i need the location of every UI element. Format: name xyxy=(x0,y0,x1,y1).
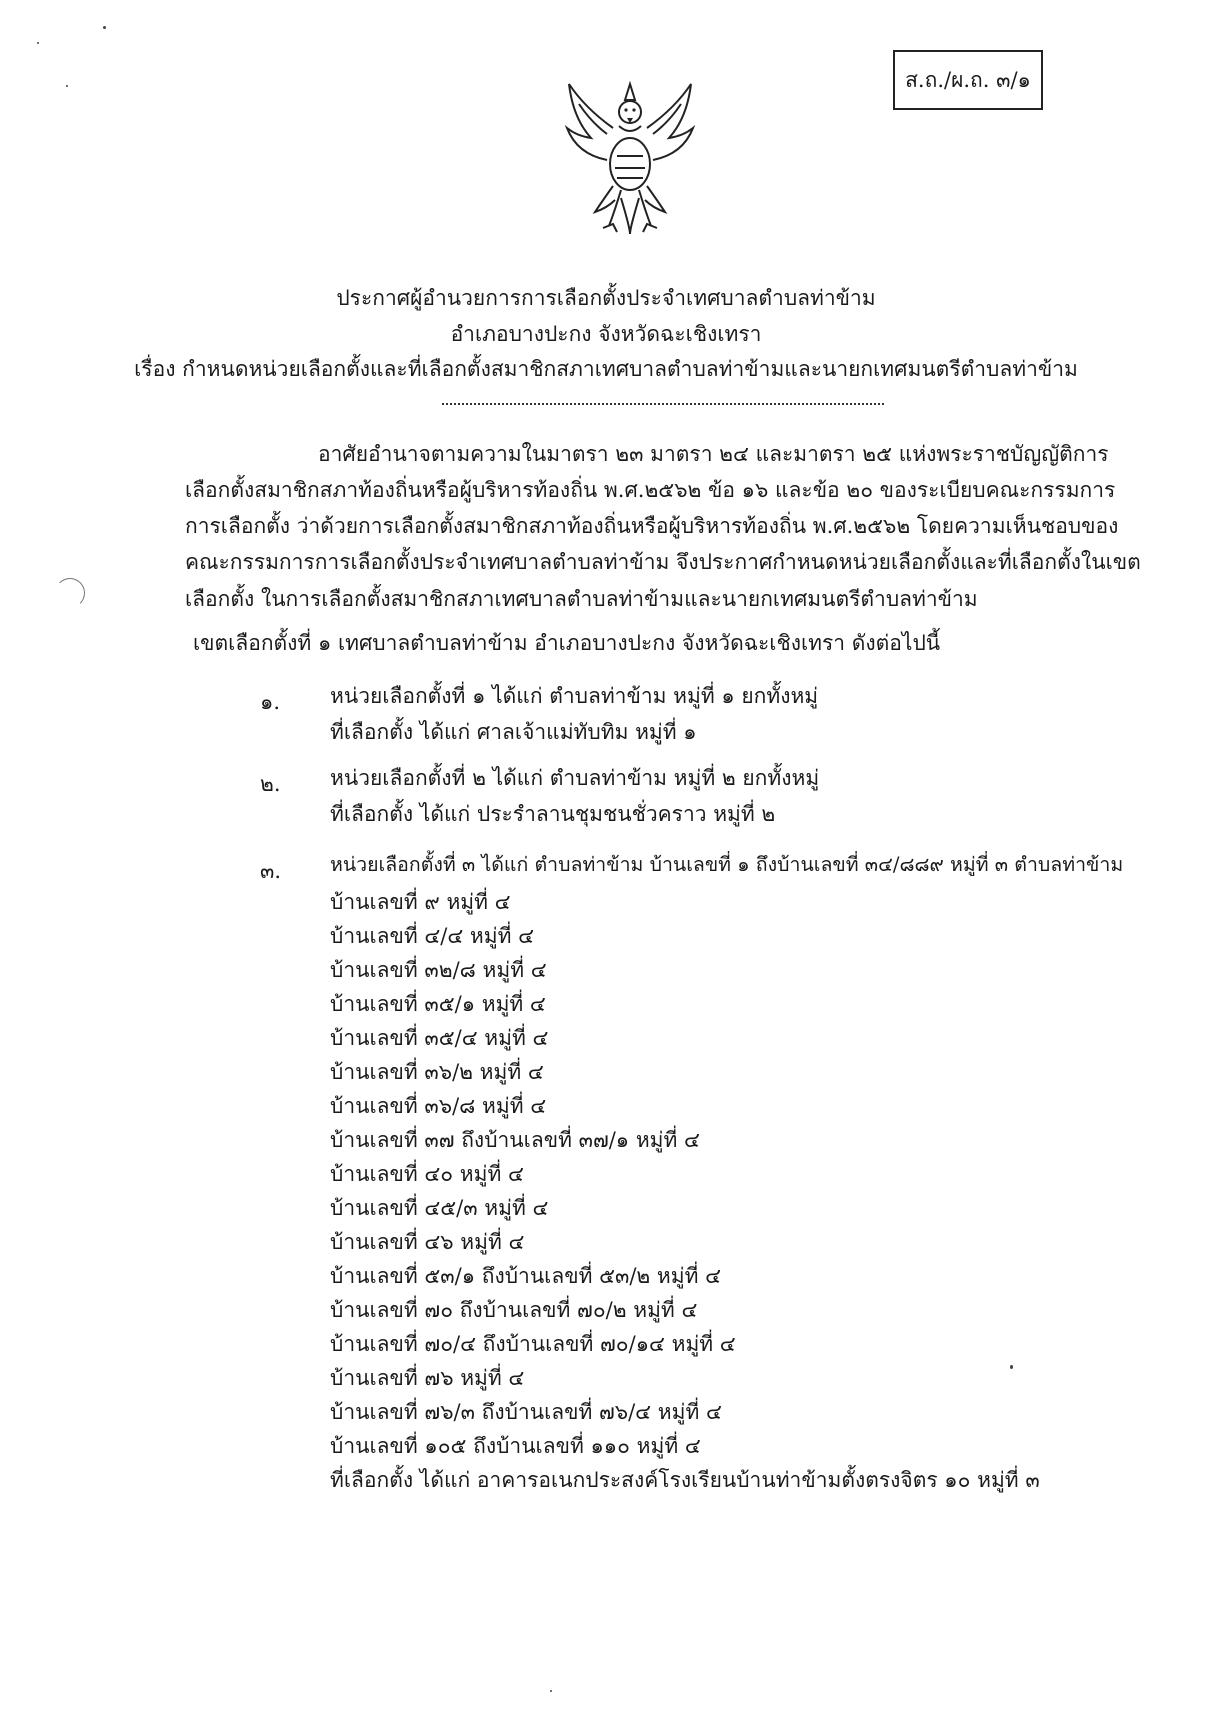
body-line: อาศัยอำนาจตามความในมาตรา ๒๓ มาตรา ๒๔ และมาตรา ๒๕ แห่งพระราชบัญญัติการ xyxy=(318,442,1109,466)
house-number-line: บ้านเลขที่ ๑๐๕ ถึงบ้านเลขที่ ๑๑๐ หมู่ที่ ๔ xyxy=(330,1434,701,1458)
house-number-line: บ้านเลขที่ ๗๐ ถึงบ้านเลขที่ ๗๐/๒ หมู่ที่ ๔ xyxy=(330,1298,698,1322)
house-number-line: บ้านเลขที่ ๔๐ หมู่ที่ ๔ xyxy=(330,1162,524,1186)
scan-speck xyxy=(66,85,68,87)
house-number-line: บ้านเลขที่ ๙ หมู่ที่ ๔ xyxy=(330,890,511,914)
house-number-line: บ้านเลขที่ ๓๒/๘ หมู่ที่ ๔ xyxy=(330,958,547,982)
unit-description: หน่วยเลือกตั้งที่ ๑ ได้แก่ ตำบลท่าข้าม หมู่ที่ ๑ ยกทั้งหมู่ xyxy=(330,684,819,708)
house-number-line: บ้านเลขที่ ๓๕/๔ หมู่ที่ ๔ xyxy=(330,1026,549,1050)
item-number: ๓. xyxy=(260,859,282,883)
unit-description: หน่วยเลือกตั้งที่ ๓ ได้แก่ ตำบลท่าข้าม บ้านเลขที่ ๑ ถึงบ้านเลขที่ ๓๔/๘๘๙ หมู่ที่ ๓ ตำบลท่าข้าม xyxy=(330,853,1124,876)
house-number-line: บ้านเลขที่ ๔๕/๓ หมู่ที่ ๔ xyxy=(330,1196,549,1220)
garuda-emblem-icon xyxy=(555,78,705,238)
house-number-line: บ้านเลขที่ ๗๖/๓ ถึงบ้านเลขที่ ๗๖/๔ หมู่ที่ ๔ xyxy=(330,1400,722,1424)
house-number-line: บ้านเลขที่ ๓๗ ถึงบ้านเลขที่ ๓๗/๑ หมู่ที่ ๔ xyxy=(330,1128,700,1152)
body-line: เลือกตั้ง ในการเลือกตั้งสมาชิกสภาเทศบาลตำบลท่าข้ามและนายกเทศมนตรีตำบลท่าข้าม xyxy=(185,587,978,611)
district-heading: เขตเลือกตั้งที่ ๑ เทศบาลตำบลท่าข้าม อำเภอบางปะกง จังหวัดฉะเชิงเทรา ดังต่อไปนี้ xyxy=(193,631,941,655)
item-number: ๒. xyxy=(260,772,281,796)
form-code-box xyxy=(893,50,1043,110)
body-line: เลือกตั้งสมาชิกสภาท้องถิ่นหรือผู้บริหารท้องถิ่น พ.ศ.๒๕๖๒ ข้อ ๑๖ และข้อ ๒๐ ของระเบียบคณะกรรมการ xyxy=(185,478,1116,502)
house-number-line: บ้านเลขที่ ๓๖/๘ หมู่ที่ ๔ xyxy=(330,1094,547,1118)
polling-place: ที่เลือกตั้ง ได้แก่ ศาลเจ้าแม่ทับทิม หมู่ที่ ๑ xyxy=(330,720,697,744)
unit-description: หน่วยเลือกตั้งที่ ๒ ได้แก่ ตำบลท่าข้าม หมู่ที่ ๒ ยกทั้งหมู่ xyxy=(330,766,820,790)
announcement-subject: เรื่อง กำหนดหน่วยเลือกตั้งและที่เลือกตั้งสมาชิกสภาเทศบาลตำบลท่าข้ามและนายกเทศมนตรีตำบลท่าข้าม xyxy=(134,357,1078,381)
house-number-line: บ้านเลขที่ ๗๐/๔ ถึงบ้านเลขที่ ๗๐/๑๔ หมู่ที่ ๔ xyxy=(330,1332,736,1356)
scan-speck xyxy=(550,1690,552,1692)
form-code: ส.ถ./ผ.ถ. ๓/๑ xyxy=(905,67,1031,92)
body-line: คณะกรรมการการเลือกตั้งประจำเทศบาลตำบลท่าข้าม จึงประกาศกำหนดหน่วยเลือกตั้งและที่เลือกตั้งในเขต xyxy=(185,550,1141,574)
scan-artifact-arc xyxy=(55,578,85,608)
dotted-separator xyxy=(442,403,884,405)
announcement-location: อำเภอบางปะกง จังหวัดฉะเชิงเทรา xyxy=(450,322,762,346)
polling-place: ที่เลือกตั้ง ได้แก่ ประรำลานชุมชนชั่วคราว หมู่ที่ ๒ xyxy=(330,802,776,826)
scan-speck xyxy=(37,42,39,44)
body-line: การเลือกตั้ง ว่าด้วยการเลือกตั้งสมาชิกสภาท้องถิ่นหรือผู้บริหารท้องถิ่น พ.ศ.๒๕๖๒ โดยความเห็นชอบของ xyxy=(185,514,1119,538)
scan-speck xyxy=(1010,1365,1013,1369)
house-number-line: บ้านเลขที่ ๔๖ หมู่ที่ ๔ xyxy=(330,1230,525,1254)
house-number-line: บ้านเลขที่ ๔/๔ หมู่ที่ ๔ xyxy=(330,924,535,948)
polling-place: ที่เลือกตั้ง ได้แก่ อาคารอเนกประสงค์โรงเรียนบ้านท่าข้ามตั้งตรงจิตร ๑๐ หมู่ที่ ๓ xyxy=(330,1468,1040,1492)
house-number-line: บ้านเลขที่ ๗๖ หมู่ที่ ๔ xyxy=(330,1366,525,1390)
house-number-line: บ้านเลขที่ ๓๕/๑ หมู่ที่ ๔ xyxy=(330,992,546,1016)
house-number-line: บ้านเลขที่ ๓๖/๒ หมู่ที่ ๔ xyxy=(330,1060,544,1084)
announcement-title: ประกาศผู้อำนวยการการเลือกตั้งประจำเทศบาลตำบลท่าข้าม xyxy=(336,286,876,310)
item-number: ๑. xyxy=(260,690,281,714)
house-number-line: บ้านเลขที่ ๕๓/๑ ถึงบ้านเลขที่ ๕๓/๒ หมู่ที่ ๔ xyxy=(330,1264,722,1288)
scan-speck xyxy=(103,26,106,29)
